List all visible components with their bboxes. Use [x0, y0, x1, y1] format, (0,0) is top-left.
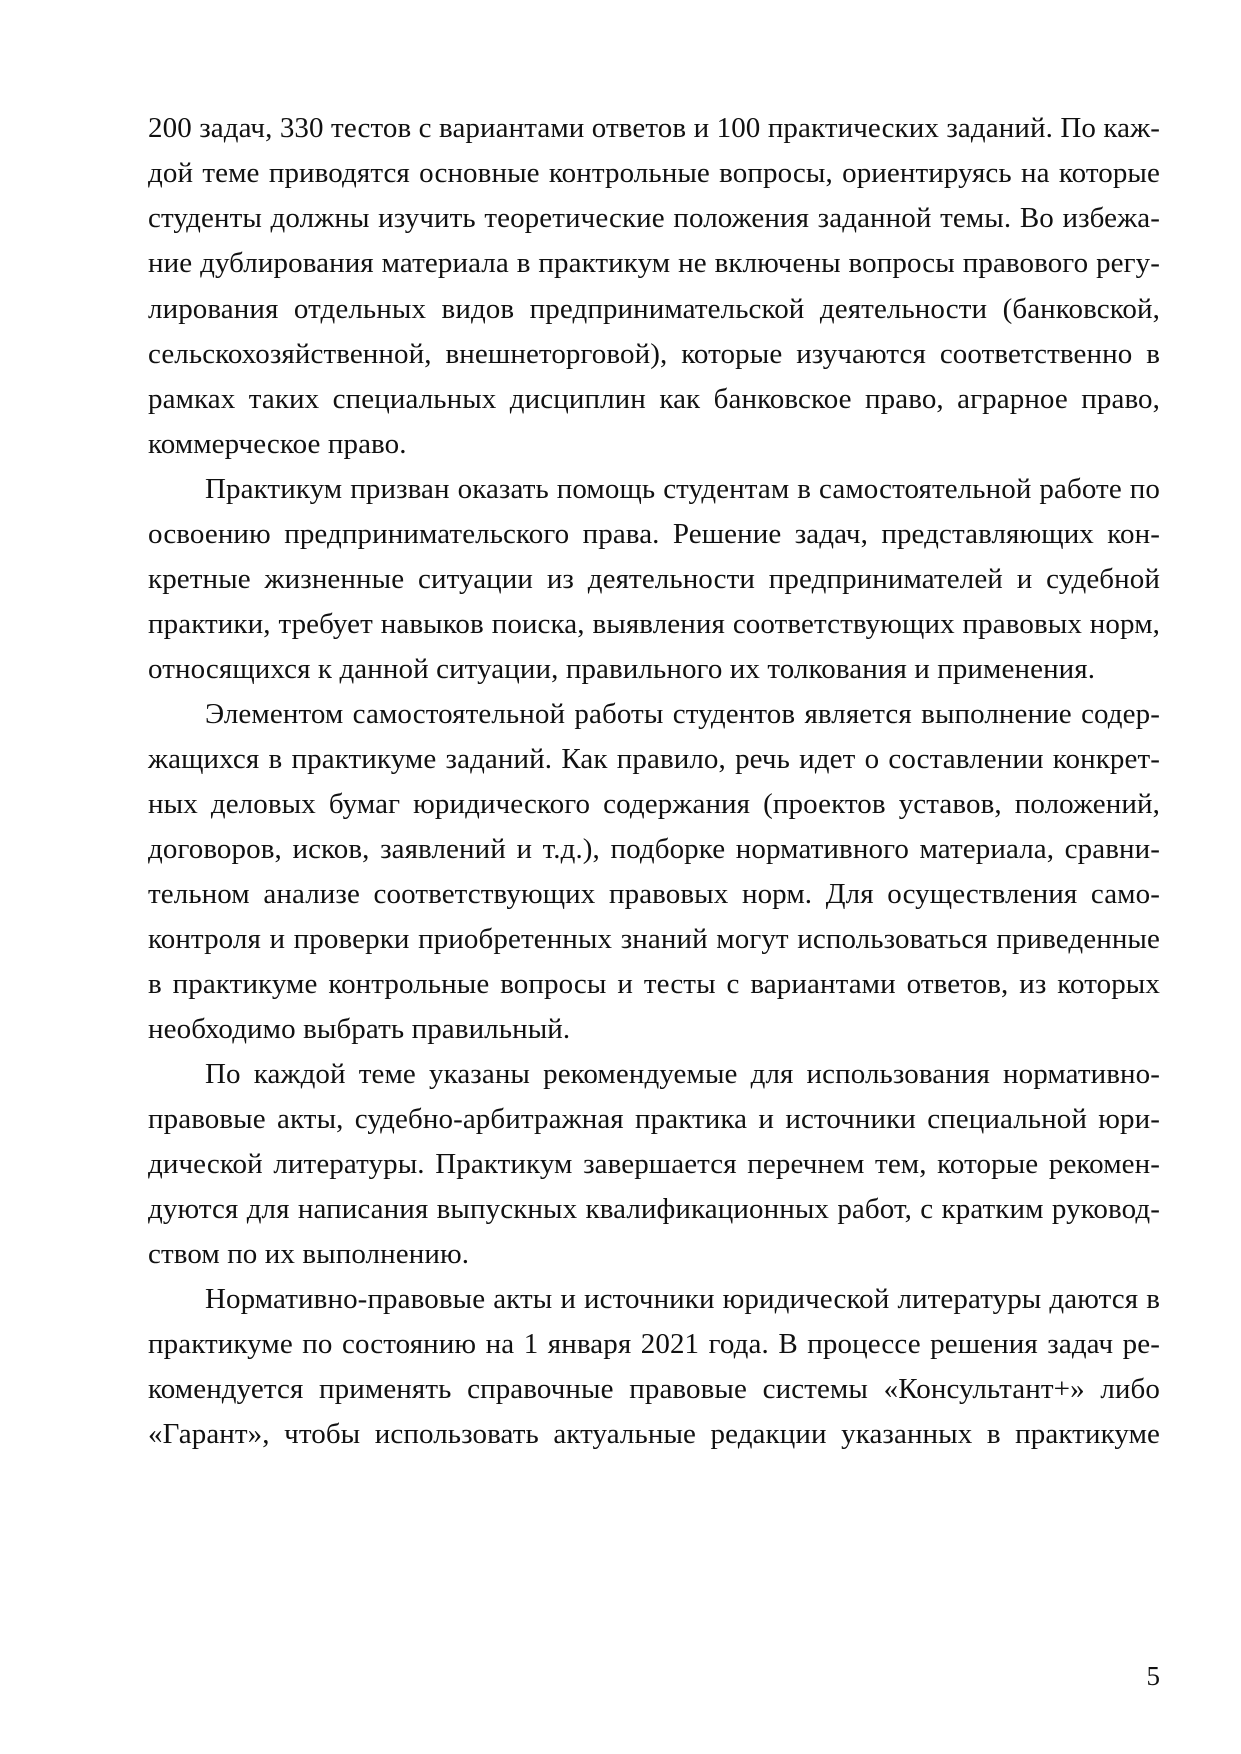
text-line: дой теме приводятся основные контрольные вопросы, ориентируясь на которые: [148, 157, 1160, 189]
text-line: комендуется применять справочные правовые системы «Консультант+» либо: [148, 1373, 1160, 1405]
text-line: коммерческое право.: [148, 428, 407, 460]
text-line: сельскохозяйственной, внешнеторговой), которые изучаются соответственно в: [148, 338, 1160, 370]
text-line: студенты должны изучить теоретические положения заданной темы. Во избежа-: [148, 202, 1160, 234]
text-line: жащихся в практикуме заданий. Как правило, речь идет о составлении конкрет-: [148, 743, 1160, 775]
text-line: 200 задач, 330 тестов с вариантами ответов и 100 практических заданий. По каж-: [148, 112, 1160, 144]
text-line: необходимо выбрать правильный.: [148, 1013, 571, 1045]
text-line: ных деловых бумаг юридического содержания (проектов уставов, положений,: [148, 788, 1160, 820]
text-line: лирования отдельных видов предпринимательской деятельности (банковской,: [148, 293, 1160, 325]
text-line: кретные жизненные ситуации из деятельности предпринимателей и судебной: [148, 563, 1160, 595]
text-line: рамках таких специальных дисциплин как банковское право, аграрное право,: [148, 383, 1160, 415]
text-line: правовые акты, судебно-арбитражная практика и источники специальной юри-: [148, 1103, 1160, 1135]
text-line: контроля и проверки приобретенных знаний могут использоваться приведенные: [148, 923, 1160, 955]
text-line: договоров, исков, заявлений и т.д.), подборке нормативного материала, сравни-: [148, 833, 1160, 865]
text-line: Практикум призван оказать помощь студентам в самостоятельной работе по: [205, 473, 1160, 505]
text-line: По каждой теме указаны рекомендуемые для использования нормативно-: [205, 1058, 1160, 1090]
text-line: ние дублирования материала в практикум не включены вопросы правового регу-: [148, 247, 1160, 279]
text-line: практики, требует навыков поиска, выявления соответствующих правовых норм,: [148, 608, 1160, 640]
text-line: тельном анализе соответствующих правовых норм. Для осуществления само-: [148, 878, 1160, 910]
text-line: Нормативно-правовые акты и источники юридической литературы даются в: [205, 1283, 1160, 1315]
text-line: ством по их выполнению.: [148, 1238, 470, 1270]
text-line: «Гарант», чтобы использовать актуальные редакции указанных в практикуме: [148, 1418, 1160, 1450]
text-line: дической литературы. Практикум завершается перечнем тем, которые рекомен-: [148, 1148, 1160, 1180]
text-line: освоению предпринимательского права. Решение задач, представляющих кон-: [148, 518, 1160, 550]
text-line: относящихся к данной ситуации, правильного их толкования и применения.: [148, 653, 1096, 685]
text-line: практикуме по состоянию на 1 января 2021 года. В процессе решения задач ре-: [148, 1328, 1160, 1360]
text-line: Элементом самостоятельной работы студентов является выполнение содер-: [205, 698, 1160, 730]
text-line: в практикуме контрольные вопросы и тесты с вариантами ответов, из которых: [148, 968, 1160, 1000]
page-number: 5: [1146, 1661, 1160, 1691]
text-line: дуются для написания выпускных квалификационных работ, с кратким руковод-: [148, 1193, 1160, 1225]
